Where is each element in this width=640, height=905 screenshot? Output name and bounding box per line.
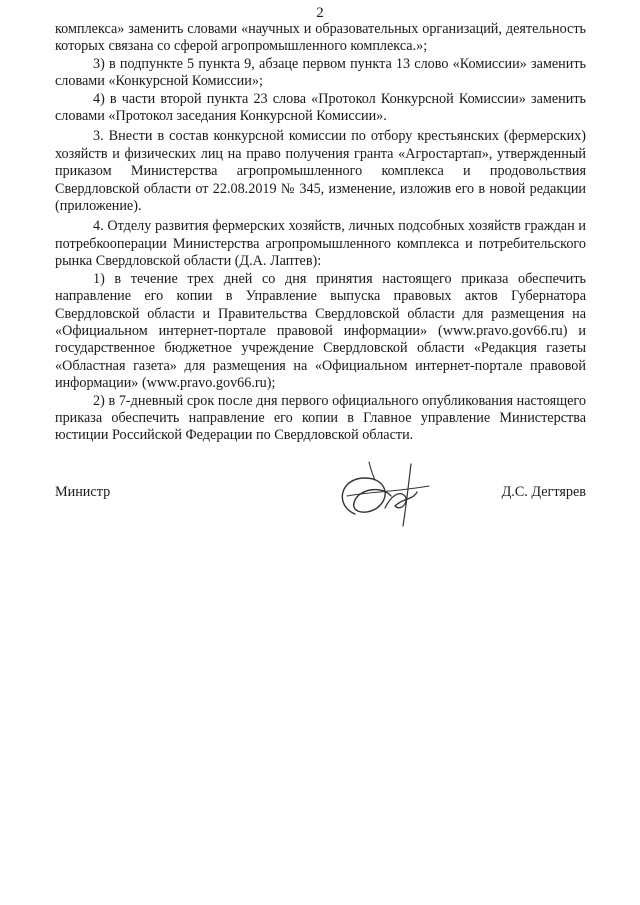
signature-block bbox=[55, 470, 586, 550]
paragraph-subitem-3: 3) в подпункте 5 пункта 9, абзаце первом пункта 13 слово «Комиссии» заменить словами «Конкурсной Комиссии»; bbox=[55, 55, 586, 90]
paragraph-continuation: комплекса» заменить словами «научных и образовательных организаций, деятельность которых связана со сферой агропромышленного комплекса.»; bbox=[55, 21, 586, 55]
signatory-name: Д.С. Дегтярев bbox=[501, 484, 586, 500]
document-body bbox=[55, 21, 586, 445]
paragraph-subitem-4: 4) в части второй пункта 23 слова «Протокол Конкурсной Комиссии» заменить словами «Протокол заседания Конкурсной Комиссии». bbox=[55, 90, 586, 125]
page-number: 2 bbox=[316, 5, 324, 21]
paragraph-item-4-sub-2: 2) в 7-дневный срок после дня первого официального опубликования настоящего приказа обеспечить направление его копии в Главное управление Министерства юстиции Российской Федерации по Свердловской области. bbox=[55, 392, 586, 444]
paragraph-item-4: 4. Отделу развития фермерских хозяйств, личных подсобных хозяйств граждан и потребкооперации Министерства агропромышленного комплекса и потребительского рынка Свердловской области (Д.А. Лаптев): bbox=[55, 218, 586, 270]
paragraph-item-4-sub-1: 1) в течение трех дней со дня принятия настоящего приказа обеспечить направление его копии в Управление выпуска правовых актов Губернатора Свердловской области и Правительства Свердловской области для размещения на «Официальном интернет-портале правовой информации» (www.pravo.gov66.ru) и государственное бюджетное учреждение Свердловской области «Редакция газеты «Областная газета» для размещения на «Официальном интернет-портале правовой информации» (www.pravo.gov66.ru); bbox=[55, 270, 586, 392]
handwritten-signature bbox=[325, 456, 445, 536]
signatory-position: Министр bbox=[55, 484, 111, 500]
paragraph-item-3: 3. Внести в состав конкурсной комиссии по отбору крестьянских (фермерских) хозяйств и физических лиц на право получения гранта «Агростартап», утвержденный приказом Министерства агропромышленного комплекса и продовольствия Свердловской области от 22.08.2019 № 345, изменение, изложив его в новой редакции (приложение). bbox=[55, 128, 586, 215]
